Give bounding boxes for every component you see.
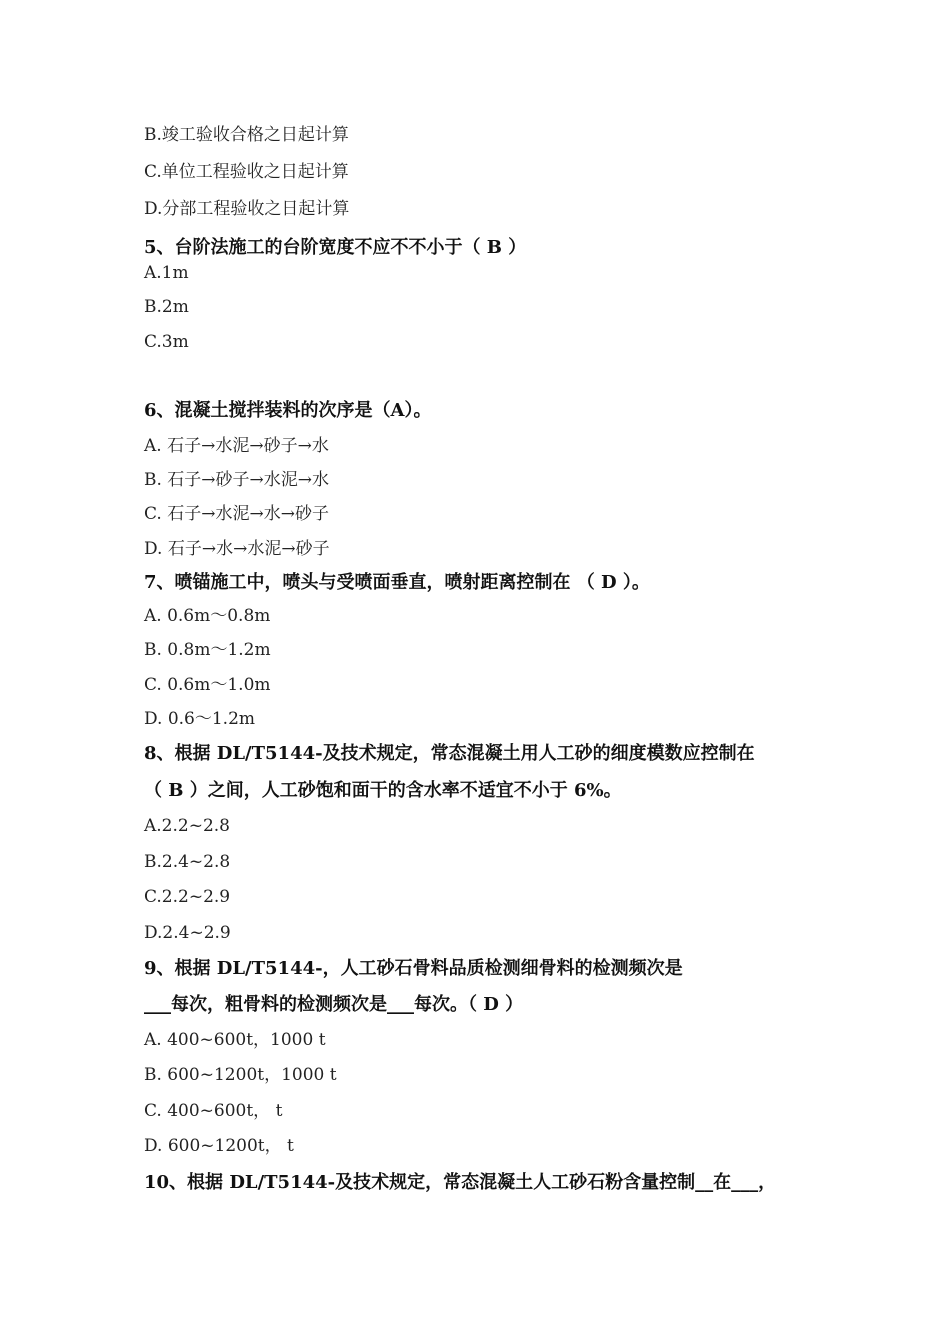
question-9-line-2: ___每次，粗骨料的检测频次是___每次。（ D ） bbox=[144, 994, 524, 1015]
option-b-q8: B.2.4~2.8 bbox=[144, 852, 231, 872]
option-b-q7: B. 0.8m～1.2m bbox=[144, 640, 271, 660]
option-d-q8: D.2.4~2.9 bbox=[144, 923, 231, 943]
option-a-q8: A.2.2~2.8 bbox=[144, 816, 230, 836]
option-b-q5: B.2m bbox=[144, 297, 189, 317]
option-c-q4: C.单位工程验收之日起计算 bbox=[144, 162, 349, 182]
option-c-q6: C. 石子→水泥→水→砂子 bbox=[144, 504, 329, 524]
option-b-q9: B. 600~1200t，1000 t bbox=[144, 1065, 337, 1085]
question-8-line-2: （ B ）之间，人工砂饱和面干的含水率不适宜不小于 6%。 bbox=[144, 780, 622, 801]
question-5: 5、台阶法施工的台阶宽度不应不不小于（ B ） bbox=[144, 237, 527, 258]
question-8-line-1: 8、根据 DL/T5144-及技术规定，常态混凝土用人工砂的细度模数应控制在 bbox=[144, 743, 755, 764]
option-d-q9: D. 600~1200t， t bbox=[144, 1136, 294, 1156]
question-7: 7、喷锚施工中，喷头与受喷面垂直，喷射距离控制在 （ D ）。 bbox=[144, 572, 650, 593]
option-a-q7: A. 0.6m～0.8m bbox=[144, 606, 271, 626]
option-c-q8: C.2.2~2.9 bbox=[144, 887, 231, 907]
option-d-q7: D. 0.6～1.2m bbox=[144, 709, 256, 729]
option-b-q4: B.竣工验收合格之日起计算 bbox=[144, 125, 349, 145]
question-6: 6、混凝土搅拌装料的次序是（A）。 bbox=[144, 400, 432, 421]
option-a-q9: A. 400~600t，1000 t bbox=[144, 1030, 326, 1050]
option-c-q5: C.3m bbox=[144, 332, 189, 352]
question-9-line-1: 9、根据 DL/T5144-，人工砂石骨料品质检测细骨料的检测频次是 bbox=[144, 958, 683, 979]
option-c-q7: C. 0.6m～1.0m bbox=[144, 675, 271, 695]
option-d-q6: D. 石子→水→水泥→砂子 bbox=[144, 539, 330, 559]
option-b-q6: B. 石子→砂子→水泥→水 bbox=[144, 470, 330, 490]
option-c-q9: C. 400~600t， t bbox=[144, 1101, 283, 1121]
question-10-line-1: 10、根据 DL/T5144-及技术规定，常态混凝土人工砂石粉含量控制__在___， bbox=[144, 1172, 777, 1193]
option-d-q4: D.分部工程验收之日起计算 bbox=[144, 199, 350, 219]
option-a-q6: A. 石子→水泥→砂子→水 bbox=[144, 436, 329, 456]
option-a-q5: A.1m bbox=[144, 263, 189, 283]
